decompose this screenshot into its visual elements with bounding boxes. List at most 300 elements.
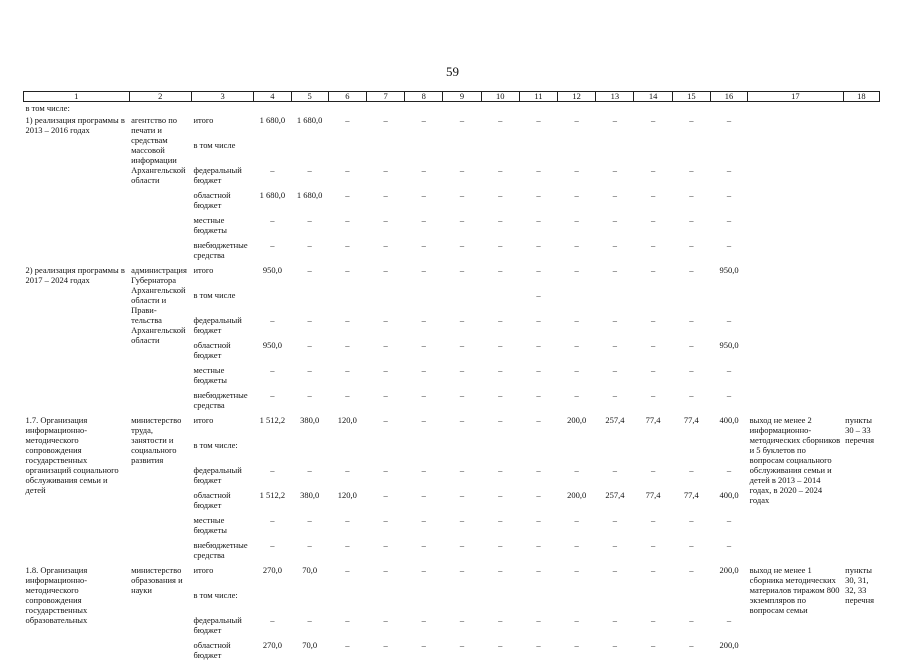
amount-cell: 120,0 xyxy=(328,489,366,514)
expected-result-cell xyxy=(748,264,844,414)
amount-cell: – xyxy=(596,214,634,239)
amount-cell: – xyxy=(291,614,328,639)
amount-cell: – xyxy=(328,464,366,489)
amount-cell xyxy=(405,139,443,164)
amount-cell: – xyxy=(672,389,710,414)
amount-cell xyxy=(443,589,481,614)
column-number-cell: 14 xyxy=(634,92,672,102)
amount-cell: – xyxy=(596,239,634,264)
amount-cell: – xyxy=(481,539,519,564)
amount-cell: – xyxy=(328,214,366,239)
amount-cell: – xyxy=(405,264,443,289)
amount-cell: – xyxy=(519,289,557,314)
amount-cell: – xyxy=(634,639,672,664)
amount-cell: – xyxy=(405,539,443,564)
amount-cell: – xyxy=(519,164,557,189)
note-row xyxy=(24,102,880,115)
amount-cell: – xyxy=(634,314,672,339)
amount-cell: 200,0 xyxy=(710,564,747,589)
amount-cell: – xyxy=(596,614,634,639)
program-funding-table xyxy=(23,91,880,664)
amount-cell: – xyxy=(405,564,443,589)
amount-cell: – xyxy=(443,264,481,289)
amount-cell: – xyxy=(328,639,366,664)
amount-cell: – xyxy=(443,639,481,664)
amount-cell: – xyxy=(634,389,672,414)
amount-cell: – xyxy=(443,239,481,264)
amount-cell: – xyxy=(519,614,557,639)
amount-cell: 950,0 xyxy=(254,264,291,289)
amount-cell: – xyxy=(481,364,519,389)
amount-cell: – xyxy=(254,539,291,564)
amount-cell: – xyxy=(405,114,443,139)
amount-cell: – xyxy=(291,389,328,414)
amount-cell: – xyxy=(481,639,519,664)
amount-cell: – xyxy=(481,614,519,639)
note-cell: в том числе: xyxy=(24,102,880,115)
amount-cell: – xyxy=(481,114,519,139)
amount-cell: – xyxy=(405,239,443,264)
amount-cell xyxy=(596,439,634,464)
amount-cell xyxy=(405,589,443,614)
column-number-cell: 2 xyxy=(129,92,191,102)
amount-cell: – xyxy=(291,364,328,389)
amount-cell: – xyxy=(672,189,710,214)
amount-cell: – xyxy=(710,164,747,189)
amount-cell xyxy=(291,289,328,314)
amount-cell: 77,4 xyxy=(634,414,672,439)
amount-cell xyxy=(366,289,404,314)
amount-cell: – xyxy=(366,264,404,289)
amount-cell: – xyxy=(481,339,519,364)
amount-cell: – xyxy=(291,339,328,364)
funding-source-cell: внебюджетные средства xyxy=(191,389,253,414)
amount-cell xyxy=(634,589,672,614)
amount-cell: – xyxy=(443,364,481,389)
amount-cell: – xyxy=(366,214,404,239)
funding-source-cell: местные бюджеты xyxy=(191,214,253,239)
amount-cell: 257,4 xyxy=(596,489,634,514)
amount-cell: – xyxy=(366,464,404,489)
amount-cell: – xyxy=(481,214,519,239)
amount-cell: – xyxy=(366,314,404,339)
amount-cell xyxy=(481,139,519,164)
amount-cell: – xyxy=(481,164,519,189)
column-number-cell: 10 xyxy=(481,92,519,102)
amount-cell: 950,0 xyxy=(710,264,747,289)
table-row xyxy=(24,564,880,589)
amount-cell: – xyxy=(443,539,481,564)
amount-cell: – xyxy=(519,489,557,514)
amount-cell xyxy=(366,139,404,164)
expected-result-cell xyxy=(748,114,844,264)
funding-source-cell: итого xyxy=(191,114,253,139)
amount-cell: – xyxy=(405,189,443,214)
table-row xyxy=(24,114,880,139)
amount-cell: – xyxy=(254,314,291,339)
amount-cell xyxy=(519,439,557,464)
amount-cell: – xyxy=(672,464,710,489)
amount-cell: – xyxy=(366,614,404,639)
amount-cell xyxy=(366,439,404,464)
amount-cell: – xyxy=(558,464,596,489)
amount-cell: – xyxy=(443,164,481,189)
amount-cell: – xyxy=(254,464,291,489)
funding-source-cell: в том числе: xyxy=(191,589,253,614)
amount-cell: – xyxy=(596,464,634,489)
executor-cell: министерство образования и науки xyxy=(129,564,191,664)
amount-cell: 950,0 xyxy=(254,339,291,364)
amount-cell: – xyxy=(634,339,672,364)
amount-cell: 70,0 xyxy=(291,639,328,664)
amount-cell: – xyxy=(366,489,404,514)
amount-cell: – xyxy=(634,114,672,139)
amount-cell: – xyxy=(366,189,404,214)
executor-cell: министерство труда, занятости и социального развития xyxy=(129,414,191,564)
column-number-cell: 4 xyxy=(254,92,291,102)
funding-source-cell: федеральный бюджет xyxy=(191,464,253,489)
amount-cell: – xyxy=(672,114,710,139)
funding-source-cell: внебюджетные средства xyxy=(191,539,253,564)
amount-cell: – xyxy=(519,514,557,539)
amount-cell: – xyxy=(634,539,672,564)
amount-cell: – xyxy=(634,264,672,289)
amount-cell: – xyxy=(634,564,672,589)
amount-cell xyxy=(254,289,291,314)
column-number-cell: 1 xyxy=(24,92,130,102)
amount-cell: 400,0 xyxy=(710,489,747,514)
amount-cell xyxy=(328,139,366,164)
amount-cell: – xyxy=(596,389,634,414)
amount-cell: – xyxy=(519,114,557,139)
table-row xyxy=(24,414,880,439)
amount-cell xyxy=(710,589,747,614)
executor-cell: администрация Губернатора Архангельской области и Прави- тельства Архангельской области xyxy=(129,264,191,414)
amount-cell: – xyxy=(672,239,710,264)
amount-cell: – xyxy=(596,314,634,339)
amount-cell: – xyxy=(254,164,291,189)
amount-cell: – xyxy=(558,539,596,564)
amount-cell: – xyxy=(481,514,519,539)
amount-cell: – xyxy=(634,514,672,539)
amount-cell: – xyxy=(366,339,404,364)
amount-cell: – xyxy=(291,314,328,339)
amount-cell: – xyxy=(366,164,404,189)
amount-cell: – xyxy=(672,314,710,339)
amount-cell: – xyxy=(328,539,366,564)
amount-cell xyxy=(328,589,366,614)
amount-cell: – xyxy=(710,614,747,639)
amount-cell: – xyxy=(558,164,596,189)
amount-cell: – xyxy=(366,514,404,539)
amount-cell: – xyxy=(443,564,481,589)
amount-cell: – xyxy=(328,239,366,264)
amount-cell: – xyxy=(254,239,291,264)
amount-cell: – xyxy=(291,239,328,264)
indicator-reference-cell xyxy=(843,114,879,264)
amount-cell: 1 680,0 xyxy=(291,114,328,139)
amount-cell: – xyxy=(328,614,366,639)
amount-cell: – xyxy=(443,314,481,339)
column-number-cell: 9 xyxy=(443,92,481,102)
amount-cell: – xyxy=(366,239,404,264)
column-number-cell: 6 xyxy=(328,92,366,102)
amount-cell xyxy=(558,589,596,614)
amount-cell: – xyxy=(519,264,557,289)
amount-cell xyxy=(710,439,747,464)
funding-source-cell: внебюджетные средства xyxy=(191,239,253,264)
amount-cell: – xyxy=(443,114,481,139)
amount-cell: – xyxy=(634,164,672,189)
amount-cell: – xyxy=(481,414,519,439)
amount-cell xyxy=(634,289,672,314)
funding-source-cell: областной бюджет xyxy=(191,639,253,664)
table-body xyxy=(24,92,880,664)
amount-cell: 200,0 xyxy=(710,639,747,664)
amount-cell: – xyxy=(328,114,366,139)
amount-cell: – xyxy=(672,614,710,639)
amount-cell: – xyxy=(366,539,404,564)
amount-cell: 200,0 xyxy=(558,489,596,514)
amount-cell: – xyxy=(328,389,366,414)
amount-cell xyxy=(443,289,481,314)
amount-cell xyxy=(254,139,291,164)
amount-cell: – xyxy=(519,214,557,239)
indicator-reference-cell: пункты 30 – 33 перечня xyxy=(843,414,879,564)
amount-cell: – xyxy=(558,639,596,664)
column-number-cell: 11 xyxy=(519,92,557,102)
funding-source-cell: областной бюджет xyxy=(191,339,253,364)
funding-source-cell: областной бюджет xyxy=(191,489,253,514)
amount-cell: – xyxy=(596,114,634,139)
amount-cell: – xyxy=(710,114,747,139)
amount-cell: – xyxy=(596,364,634,389)
amount-cell: – xyxy=(596,339,634,364)
funding-source-cell: федеральный бюджет xyxy=(191,164,253,189)
amount-cell: 1 680,0 xyxy=(291,189,328,214)
amount-cell: – xyxy=(519,639,557,664)
amount-cell xyxy=(481,289,519,314)
amount-cell: – xyxy=(481,239,519,264)
amount-cell: – xyxy=(481,314,519,339)
amount-cell: – xyxy=(443,614,481,639)
funding-source-cell: в том числе xyxy=(191,289,253,314)
amount-cell: – xyxy=(519,364,557,389)
funding-source-cell: областной бюджет xyxy=(191,189,253,214)
amount-cell: – xyxy=(710,314,747,339)
column-number-cell: 5 xyxy=(291,92,328,102)
amount-cell: – xyxy=(710,239,747,264)
amount-cell: – xyxy=(291,514,328,539)
amount-cell: – xyxy=(443,489,481,514)
amount-cell xyxy=(291,439,328,464)
amount-cell: – xyxy=(634,364,672,389)
amount-cell: 1 680,0 xyxy=(254,114,291,139)
funding-source-cell: в том числе: xyxy=(191,439,253,464)
funding-source-cell: федеральный бюджет xyxy=(191,614,253,639)
amount-cell xyxy=(366,589,404,614)
amount-cell: – xyxy=(481,389,519,414)
funding-source-cell: местные бюджеты xyxy=(191,364,253,389)
amount-cell xyxy=(558,439,596,464)
amount-cell: 270,0 xyxy=(254,564,291,589)
amount-cell: 270,0 xyxy=(254,639,291,664)
column-number-row xyxy=(24,92,880,102)
amount-cell: – xyxy=(519,339,557,364)
amount-cell: – xyxy=(710,514,747,539)
amount-cell: – xyxy=(405,464,443,489)
amount-cell: – xyxy=(710,364,747,389)
amount-cell: – xyxy=(710,214,747,239)
amount-cell: – xyxy=(443,339,481,364)
amount-cell: 950,0 xyxy=(710,339,747,364)
funding-source-cell: итого xyxy=(191,264,253,289)
amount-cell: – xyxy=(254,214,291,239)
amount-cell: – xyxy=(405,364,443,389)
amount-cell: – xyxy=(443,514,481,539)
activity-name-cell: 1.8. Организация информационно- методического сопровождения государственных образовательных xyxy=(24,564,130,664)
amount-cell: – xyxy=(672,164,710,189)
amount-cell xyxy=(672,139,710,164)
amount-cell: – xyxy=(328,314,366,339)
amount-cell: – xyxy=(672,364,710,389)
amount-cell xyxy=(481,589,519,614)
column-number-cell: 17 xyxy=(748,92,844,102)
expected-result-cell: выход не менее 2 информационно- методических сборников и 5 буклетов по вопросам социального обслуживания семьи и детей в 2013 – 2014 годах, в 2020 – 2024 годах xyxy=(748,414,844,564)
amount-cell: – xyxy=(672,339,710,364)
amount-cell: – xyxy=(672,264,710,289)
amount-cell: 380,0 xyxy=(291,489,328,514)
amount-cell: – xyxy=(519,539,557,564)
amount-cell xyxy=(291,139,328,164)
amount-cell: – xyxy=(634,239,672,264)
amount-cell: – xyxy=(328,189,366,214)
amount-cell: – xyxy=(596,164,634,189)
amount-cell: – xyxy=(405,414,443,439)
amount-cell: – xyxy=(558,339,596,364)
funding-source-cell: итого xyxy=(191,414,253,439)
amount-cell xyxy=(443,439,481,464)
amount-cell: 200,0 xyxy=(558,414,596,439)
amount-cell: – xyxy=(672,564,710,589)
amount-cell: – xyxy=(596,539,634,564)
funding-source-cell: в том числе xyxy=(191,139,253,164)
funding-source-cell: итого xyxy=(191,564,253,589)
amount-cell: 77,4 xyxy=(634,489,672,514)
amount-cell: – xyxy=(366,564,404,589)
amount-cell: – xyxy=(328,564,366,589)
amount-cell xyxy=(596,589,634,614)
amount-cell xyxy=(596,139,634,164)
amount-cell: – xyxy=(558,189,596,214)
amount-cell xyxy=(443,139,481,164)
amount-cell: – xyxy=(558,389,596,414)
column-number-cell: 8 xyxy=(405,92,443,102)
indicator-reference-cell xyxy=(843,264,879,414)
amount-cell: – xyxy=(710,189,747,214)
amount-cell: – xyxy=(291,214,328,239)
amount-cell xyxy=(328,289,366,314)
amount-cell: – xyxy=(519,239,557,264)
page-number: 59 xyxy=(0,64,905,80)
amount-cell: – xyxy=(405,164,443,189)
amount-cell xyxy=(254,439,291,464)
amount-cell: – xyxy=(519,414,557,439)
amount-cell: – xyxy=(558,614,596,639)
amount-cell xyxy=(672,589,710,614)
amount-cell xyxy=(405,439,443,464)
amount-cell: – xyxy=(634,464,672,489)
amount-cell: – xyxy=(291,164,328,189)
amount-cell: – xyxy=(596,514,634,539)
amount-cell: – xyxy=(291,264,328,289)
activity-name-cell: 1.7. Организация информационно- методического сопровождения государственных организаций социального обслуживания семьи и детей xyxy=(24,414,130,564)
amount-cell: – xyxy=(710,389,747,414)
column-number-cell: 13 xyxy=(596,92,634,102)
amount-cell: – xyxy=(328,164,366,189)
funding-source-cell: федеральный бюджет xyxy=(191,314,253,339)
amount-cell: – xyxy=(596,564,634,589)
amount-cell xyxy=(254,589,291,614)
amount-cell xyxy=(481,439,519,464)
amount-cell: – xyxy=(672,214,710,239)
amount-cell xyxy=(328,439,366,464)
amount-cell: 120,0 xyxy=(328,414,366,439)
amount-cell: – xyxy=(558,514,596,539)
amount-cell: – xyxy=(672,639,710,664)
amount-cell: – xyxy=(366,389,404,414)
amount-cell: 400,0 xyxy=(710,414,747,439)
amount-cell: – xyxy=(328,364,366,389)
amount-cell: 1 512,2 xyxy=(254,489,291,514)
funding-source-cell: местные бюджеты xyxy=(191,514,253,539)
amount-cell xyxy=(672,289,710,314)
column-number-cell: 16 xyxy=(710,92,747,102)
amount-cell: – xyxy=(519,464,557,489)
amount-cell: – xyxy=(291,539,328,564)
amount-cell xyxy=(672,439,710,464)
amount-cell: 77,4 xyxy=(672,489,710,514)
amount-cell xyxy=(519,139,557,164)
column-number-cell: 15 xyxy=(672,92,710,102)
amount-cell: – xyxy=(254,514,291,539)
amount-cell xyxy=(596,289,634,314)
amount-cell: – xyxy=(443,389,481,414)
amount-cell xyxy=(710,139,747,164)
amount-cell: – xyxy=(366,364,404,389)
amount-cell: – xyxy=(558,239,596,264)
amount-cell: – xyxy=(254,389,291,414)
amount-cell: – xyxy=(519,314,557,339)
executor-cell: агентство по печати и средствам массовой информации Архангельской области xyxy=(129,114,191,264)
amount-cell: – xyxy=(291,464,328,489)
amount-cell: – xyxy=(481,264,519,289)
amount-cell xyxy=(291,589,328,614)
amount-cell: – xyxy=(634,189,672,214)
amount-cell: – xyxy=(558,214,596,239)
amount-cell: – xyxy=(328,264,366,289)
amount-cell: – xyxy=(328,339,366,364)
amount-cell: – xyxy=(519,564,557,589)
amount-cell: 380,0 xyxy=(291,414,328,439)
amount-cell: – xyxy=(366,414,404,439)
amount-cell: – xyxy=(558,114,596,139)
amount-cell: 257,4 xyxy=(596,414,634,439)
amount-cell: – xyxy=(405,214,443,239)
amount-cell xyxy=(558,289,596,314)
amount-cell: – xyxy=(405,389,443,414)
amount-cell: – xyxy=(366,114,404,139)
